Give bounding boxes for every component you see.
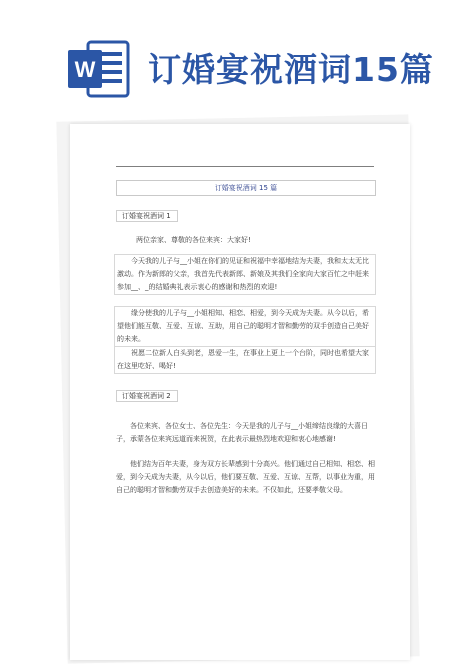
svg-text:W: W [74,57,96,82]
document-title: 订婚宴祝酒词 15 篇 [116,180,376,196]
header-rule [116,166,374,167]
paragraph-2-2: 他们结为百年夫妻，身为双方长辈感到十分高兴。他们通过自己相知、相恋、相爱，到今天成为夫妻，从今以后，他们要互敬、互爱、互谅、互帮，以事业为重，用自己的聪明才智和勤劳双手去创造美好的未来。不仅如此，还要孝敬父母。 [116,460,375,494]
section-heading-1: 订婚宴祝酒词 1 [116,210,178,222]
paragraph-1-2: 今天我的儿子与__小姐在你们的见证和祝福中幸福地结为夫妻，我和太太无比激动。作为新郎的父亲，我首先代表新郎、新娘及其我们全家向大家百忙之中赶来参加__、_的结婚典礼表示衷心的感谢和热烈的欢迎! [114,254,376,295]
paragraph-1-4: 祝愿二位新人白头到老，恩爱一生，在事业上更上一个台阶，同时也希望大家在这里吃好、喝好! [114,346,376,374]
section-heading-2: 订婚宴祝酒词 2 [116,390,178,402]
paragraph-1-1: 两位亲家、尊敬的各位来宾：大家好! [136,236,251,244]
paragraph-1-3: 缘分使我的儿子与__小姐相知、相恋、相爱，到今天成为夫妻。从今以后，希望他们能互敬、互爱、互谅、互助，用自己的聪明才智和勤劳的双手创造自己美好的未来。 [114,306,376,347]
banner [0,0,474,120]
word-document-icon [66,40,130,98]
document-page [70,124,410,660]
paragraph-2-1: 各位来宾、各位女士、各位先生：今天是我的儿子与__小姐缔结良缘的大喜日子，承蒙各位来宾远道而来祝贺，在此表示最热烈地欢迎和衷心地感谢! [116,422,368,443]
banner-title: 订婚宴祝酒词15篇 [148,50,434,89]
